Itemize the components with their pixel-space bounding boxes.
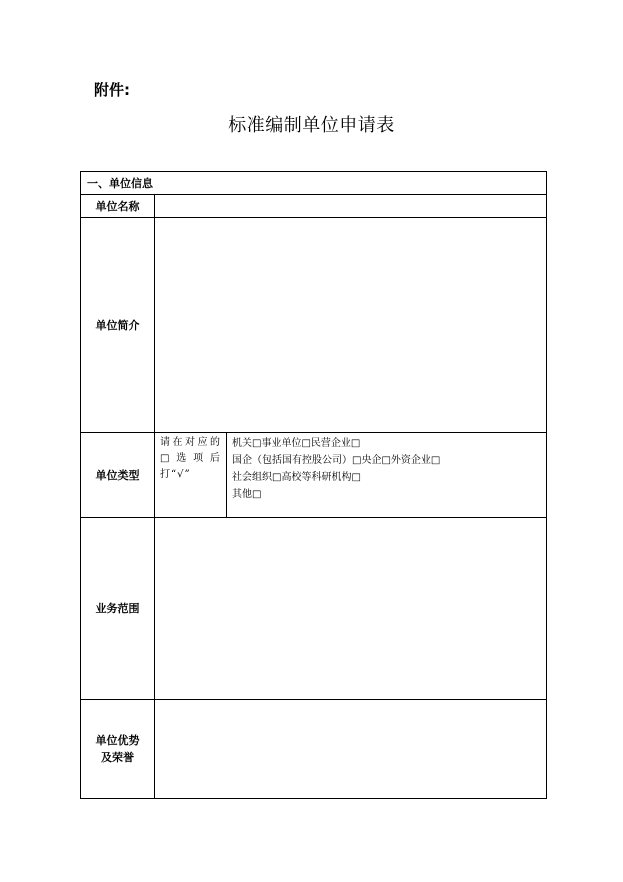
unit-type-option-line[interactable]: 社会组织□高校等科研机构□ — [232, 472, 361, 483]
unit-name-row — [81, 195, 547, 218]
unit-type-option-line[interactable]: 机关□事业单位□民营企业□ — [232, 438, 361, 449]
unit-name-field[interactable] — [155, 195, 547, 218]
application-form-table — [80, 171, 547, 799]
unit-honor-field[interactable] — [155, 700, 547, 799]
document-title: 标准编制单位申请表 — [228, 115, 395, 136]
section-title: 一、单位信息 — [81, 172, 547, 195]
unit-intro-row — [81, 218, 547, 433]
business-scope-label: 业务范围 — [81, 518, 155, 700]
unit-name-label: 单位名称 — [81, 195, 155, 218]
unit-type-option-line[interactable]: 国企（包括国有控股公司）□央企□外资企业□ — [232, 455, 441, 466]
unit-honor-label-line1: 单位优势 — [95, 734, 140, 747]
unit-intro-field[interactable] — [155, 218, 547, 433]
section-header-row — [81, 172, 547, 195]
unit-type-hint: 请在对应的□选项后打“√” — [155, 433, 227, 518]
unit-type-label: 单位类型 — [81, 433, 155, 518]
unit-type-row — [81, 433, 547, 518]
unit-type-options[interactable] — [227, 433, 547, 518]
unit-type-option-line[interactable]: 其他□ — [232, 489, 262, 500]
attachment-label: 附件: — [94, 81, 130, 99]
unit-honor-row — [81, 700, 547, 799]
business-scope-row — [81, 518, 547, 700]
unit-intro-label: 单位简介 — [81, 218, 155, 433]
unit-honor-label-line2: 及荣誉 — [101, 751, 134, 764]
unit-honor-label — [81, 700, 155, 799]
business-scope-field[interactable] — [155, 518, 547, 700]
